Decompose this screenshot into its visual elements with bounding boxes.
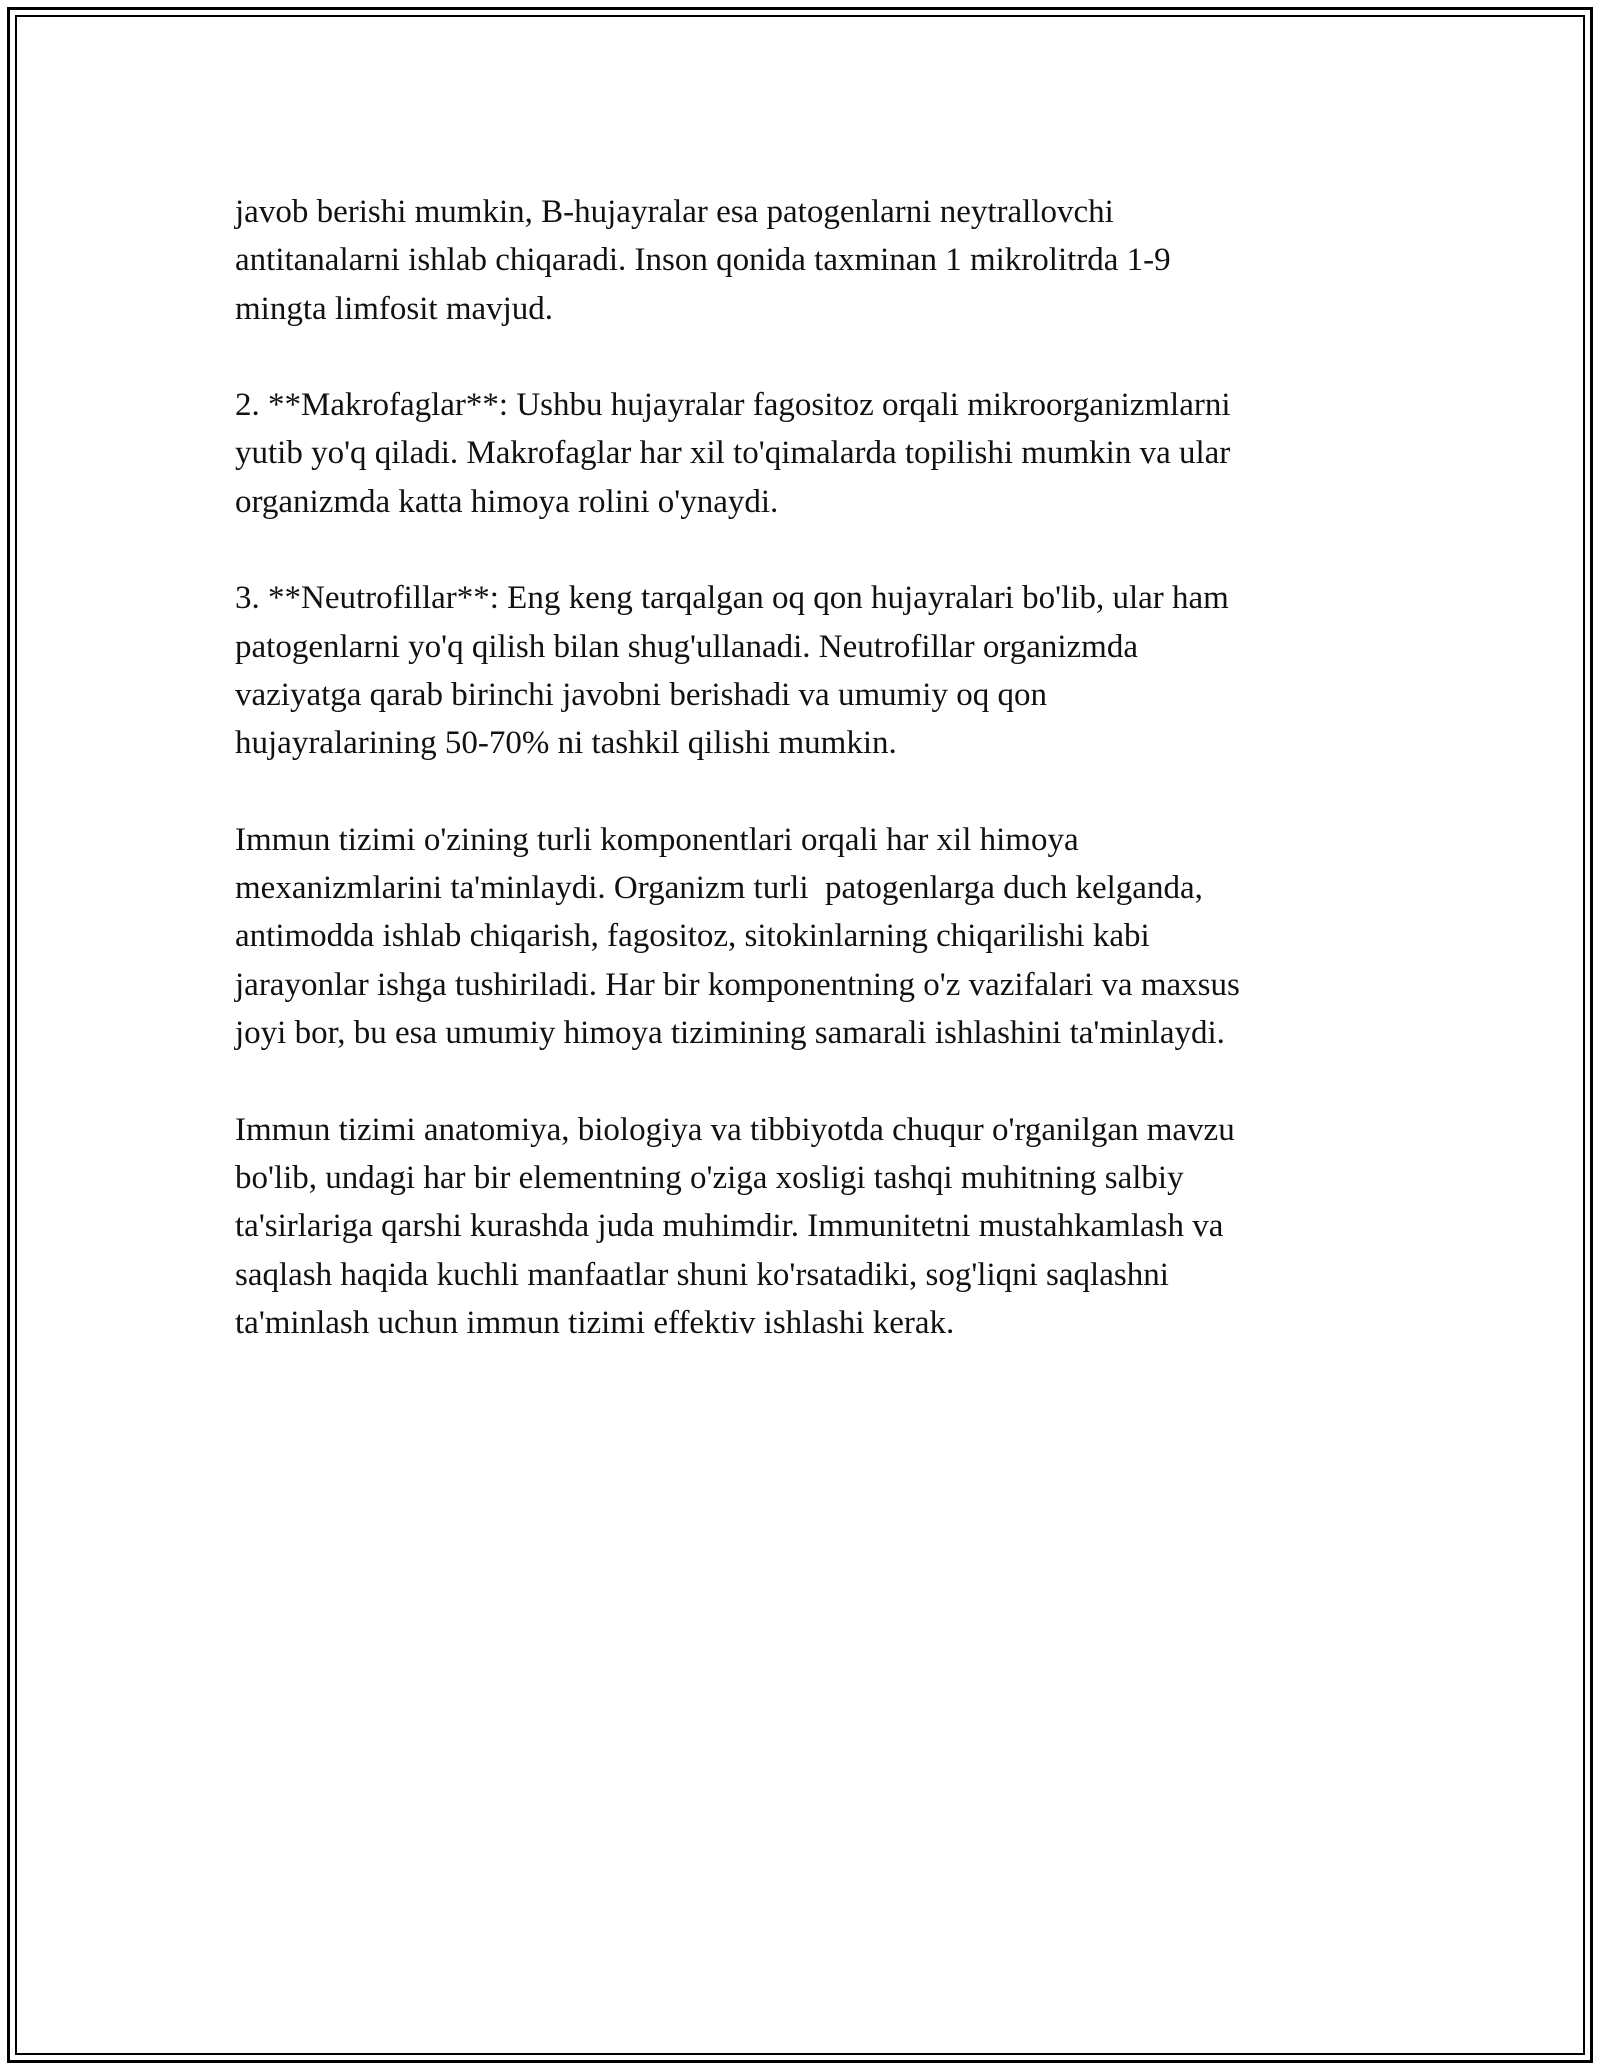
paragraph-macrophages: 2. **Makrofaglar**: Ushbu hujayralar fagositoz orqali mikroorganizmlarni yutib yo'q qiladi. Makrofaglar har xil to'qimalarda topilishi mumkin va ular organizmda katta himoya rolini o'ynaydi.	[235, 387, 1231, 520]
paragraph-immune-mechanisms: Immun tizimi o'zining turli komponentlari orqali har xil himoya mexanizmlarini ta'minlaydi. Organizm turli patogenlarga duch kelganda, antimodda ishlab chiqarish, fagositoz, sitokinlarning chiqarilishi kabi jarayonlar ishga tushiriladi. Har bir komponentning o'z vazifalari va maxsus joyi bor, bu esa umumiy himoya tizimining samarali ishlashini ta'minlaydi.	[235, 821, 1240, 1052]
document-body	[235, 188, 1375, 1395]
paragraph-lymphocytes-continued: javob berishi mumkin, B-hujayralar esa patogenlarni neytrallovchi antitanalarni ishlab chiqaradi. Inson qonida taxminan 1 mikrolitrda 1-9 mingta limfosit mavjud.	[235, 194, 1171, 327]
paragraph-neutrophils: 3. **Neutrofillar**: Eng keng tarqalgan oq qon hujayralari bo'lib, ular ham patogenlarni yo'q qilish bilan shug'ullanadi. Neutrofillar organizmda vaziyatga qarab birinchi javobni berishadi va umumiy oq qon hujayralarining 50-70% ni tashkil qilishi mumkin.	[235, 580, 1229, 762]
paragraph-conclusion: Immun tizimi anatomiya, biologiya va tibbiyotda chuqur o'rganilgan mavzu bo'lib, undagi har bir elementning o'ziga xosligi tashqi muhitning salbiy ta'sirlariga qarshi kurashda juda muhimdir. Immunitetni mustahkamlash va saqlash haqida kuchli manfaatlar shuni ko'rsatadiki, sog'liqni saqlashni ta'minlash uchun immun tizimi effektiv ishlashi kerak.	[235, 1111, 1235, 1341]
